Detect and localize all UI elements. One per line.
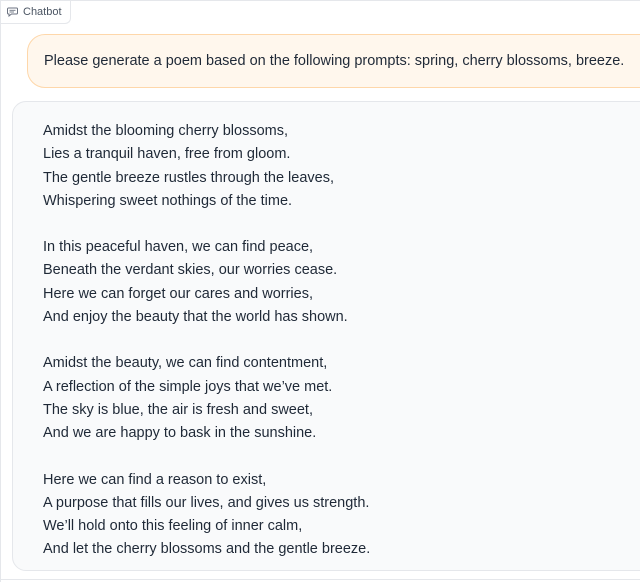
poem-stanza	[43, 469, 640, 562]
user-message-text: Please generate a poem based on the following prompts: spring, cherry blossoms, breeze.	[44, 53, 625, 69]
chatbot-label-tag	[1, 1, 71, 24]
poem-line: In this peaceful haven, we can find peace,	[43, 239, 314, 256]
poem-stanza	[43, 352, 640, 445]
poem-stanza	[43, 120, 640, 213]
poem-line: Whispering sweet nothings of the time.	[43, 192, 293, 209]
poem-line: And let the cherry blossoms and the gentle breeze.	[43, 541, 371, 558]
poem-line: We’ll hold onto this feeling of inner calm,	[43, 518, 303, 535]
poem-line: Here we can forget our cares and worries,	[43, 285, 313, 302]
user-message	[27, 34, 640, 88]
poem-line: A reflection of the simple joys that we’ve met.	[43, 378, 333, 395]
poem-line: The gentle breeze rustles through the leaves,	[43, 169, 334, 186]
poem-line: Amidst the blooming cherry blossoms,	[43, 123, 288, 139]
poem-line: The sky is blue, the air is fresh and sweet,	[43, 401, 313, 418]
poem-line: Lies a tranquil haven, free from gloom.	[43, 146, 291, 163]
poem-line: A purpose that fills our lives, and gives us strength.	[43, 494, 370, 511]
poem-line: Beneath the verdant skies, our worries cease.	[43, 262, 338, 279]
chatbot-label: Chatbot	[23, 6, 62, 18]
bot-message	[12, 101, 640, 571]
poem-line: Here we can find a reason to exist,	[43, 471, 267, 488]
panel-bottom-border	[1, 579, 640, 580]
poem-line: And we are happy to bask in the sunshine.	[43, 425, 317, 442]
chat-bubble-icon	[7, 7, 18, 17]
poem-stanza	[43, 236, 640, 329]
poem-line: And enjoy the beauty that the world has shown.	[43, 309, 348, 326]
poem-line: Amidst the beauty, we can find contentment,	[43, 355, 328, 372]
